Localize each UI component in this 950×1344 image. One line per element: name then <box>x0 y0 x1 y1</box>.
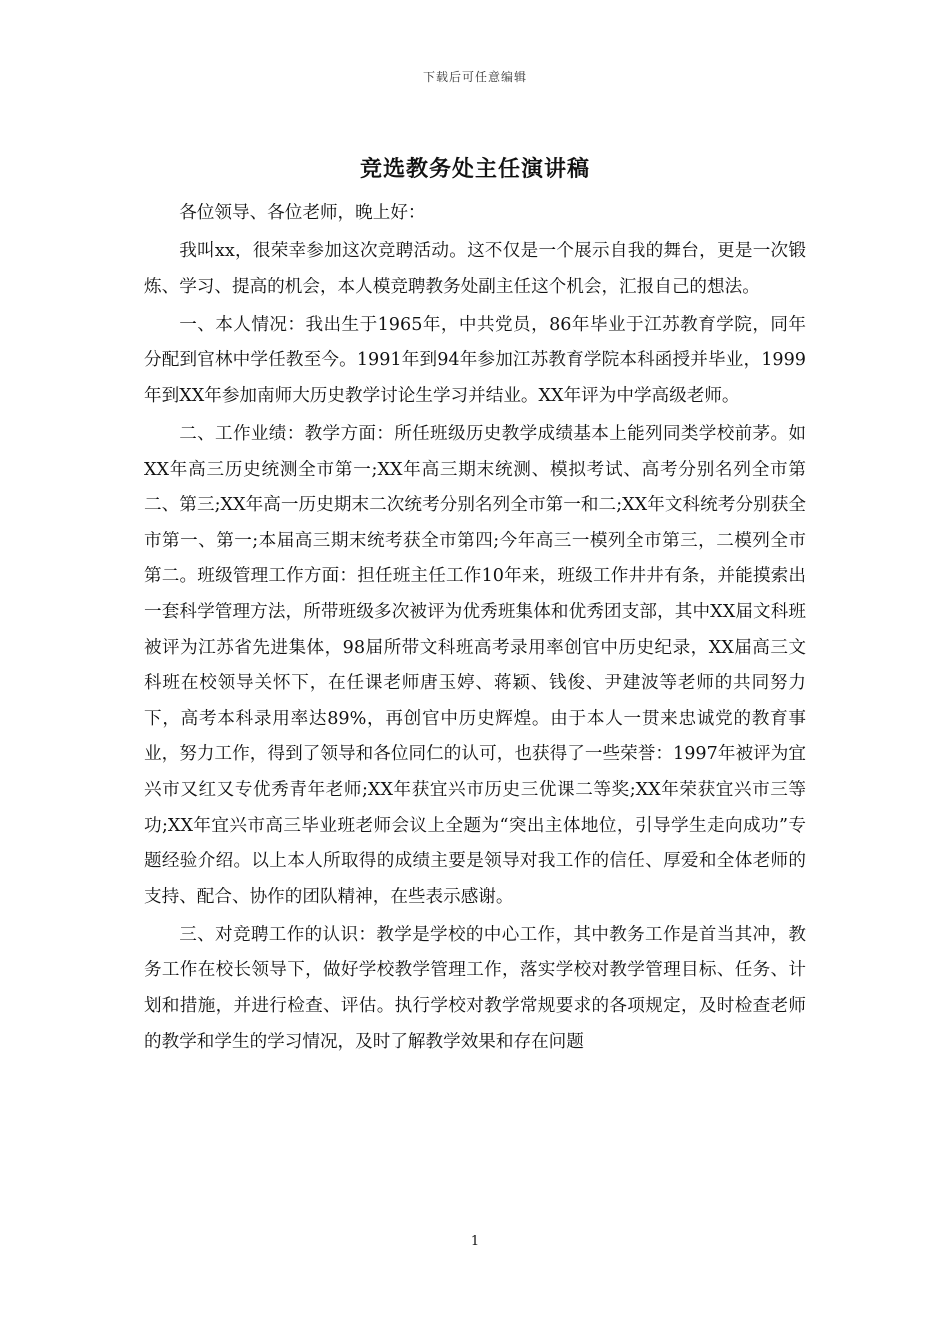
paragraph-greeting: 各位领导、各位老师，晚上好： <box>179 203 426 223</box>
paragraph-introduction: 我叫xx，很荣幸参加这次竞聘活动。这不仅是一个展示自我的舞台，更是一次锻炼、学习、提高的机会，本人模竞聘教务处副主任这个机会，汇报自己的想法。 <box>144 241 806 297</box>
document-title: 竞选教务处主任演讲稿 <box>359 156 590 182</box>
page-header-note: 下载后可任意编辑 <box>422 70 527 84</box>
paragraph-work-achievements: 二、工作业绩：教学方面：所任班级历史教学成绩基本上能列同类学校前茅。如XX年高三历史统测全市第一;XX年高三期末统测、模拟考试、高考分别名列全市第二、第三;XX年高一历史期末二次统考分别名列全市第一和二;XX年文科统考分别获全市第一、第一;本届高三期末统考获全市第四;今年高三一模列全市第三，二模列全市第二。班级管理工作方面：担任班主任工作10年来，班级工作井井有条，并能摸索出一套科学管理方法，所带班级多次被评为优秀班集体和优秀团支部，其中XX届文科班被评为江苏省先进集体，98届所带文科班高考录用率创官中历史纪录，XX届高三文科班在校领导关怀下，在任课老师唐玉婷、蒋颖、钱俊、尹建波等老师的共同努力下，高考本科录用率达89%，再创官中历史辉煌。由于本人一贯来忠诚党的教育事业，努力工作，得到了领导和各位同仁的认可，也获得了一些荣誉：1997年被评为宜兴市又红又专优秀青年老师;XX年获宜兴市历史三优课二等奖;XX年荣获宜兴市三等功;XX年宜兴市高三毕业班老师会议上全题为“突出主体地位，引导学生走向成功”专题经验介绍。以上本人所取得的成绩主要是领导对我工作的信任、厚爱和全体老师的支持、配合、协作的团队精神，在些表示感谢。 <box>144 424 806 907</box>
document-body <box>144 196 806 1063</box>
paragraph-personal-info: 一、本人情况：我出生于1965年，中共党员，86年毕业于江苏教育学院，同年分配到官林中学任教至今。1991年到94年参加江苏教育学院本科函授并毕业，1999年到XX年参加南师大历史教学讨论生学习并结业。XX年评为中学高级老师。 <box>144 314 806 406</box>
page-number: 1 <box>470 1234 480 1249</box>
paragraph-role-understanding: 三、对竞聘工作的认识：教学是学校的中心工作，其中教务工作是首当其冲，教务工作在校长领导下，做好学校教学管理工作，落实学校对教学管理目标、任务、计划和措施，并进行检查、评估。执行学校对教学常规要求的各项规定，及时检查老师的教学和学生的学习情况，及时了解教学效果和存在问题 <box>144 924 806 1052</box>
